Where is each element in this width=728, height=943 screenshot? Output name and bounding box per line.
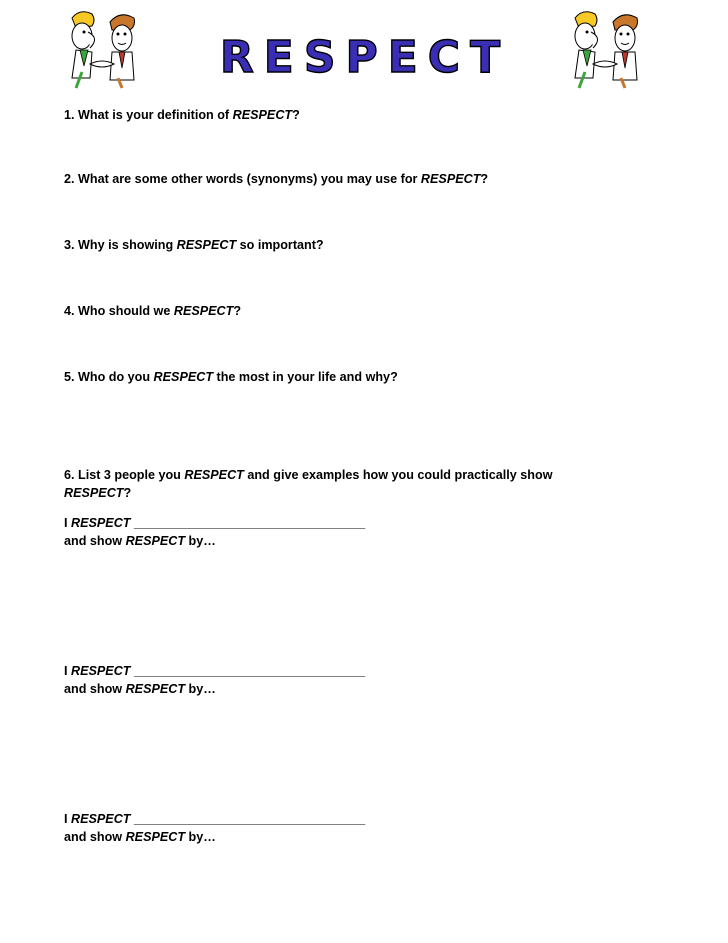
page-title xyxy=(219,30,511,83)
respect-entry-2 xyxy=(64,662,365,698)
respect-entry-3 xyxy=(64,810,365,846)
show-respect-line: and show RESPECT by… xyxy=(64,682,216,696)
page-title-text: RESPECT xyxy=(219,32,511,83)
man-left-figure xyxy=(72,12,95,78)
question-4: 4. Who should we RESPECT? xyxy=(64,304,242,318)
question-1: 1. What is your definition of RESPECT? xyxy=(64,108,300,122)
question-6-line-1: 6. List 3 people you RESPECT and give examples how you could practically show xyxy=(64,468,553,482)
respect-line: I RESPECT _________________________________ xyxy=(64,664,366,678)
question-6 xyxy=(64,466,553,502)
question-2: 2. What are some other words (synonyms) you may use for RESPECT? xyxy=(64,172,489,186)
question-5: 5. Who do you RESPECT the most in your life and why? xyxy=(64,370,398,384)
show-respect-line: and show RESPECT by… xyxy=(64,534,216,548)
show-respect-line: and show RESPECT by… xyxy=(64,830,216,844)
fill-in-blank[interactable]: _________________________________ xyxy=(133,516,366,530)
respect-entry-1 xyxy=(64,514,365,550)
handshake-clipart-right-icon xyxy=(565,8,645,90)
question-3: 3. Why is showing RESPECT so important? xyxy=(64,238,324,252)
fill-in-blank[interactable]: _________________________________ xyxy=(133,664,366,678)
respect-line: I RESPECT _________________________________ xyxy=(64,812,366,826)
respect-line: I RESPECT _________________________________ xyxy=(64,516,366,530)
fill-in-blank[interactable]: _________________________________ xyxy=(133,812,366,826)
man-right-figure xyxy=(613,15,638,80)
man-left-figure xyxy=(575,12,598,78)
question-6-line-2: RESPECT? xyxy=(64,486,132,500)
man-right-figure xyxy=(110,15,135,80)
handshake-clipart-left-icon xyxy=(62,8,142,90)
